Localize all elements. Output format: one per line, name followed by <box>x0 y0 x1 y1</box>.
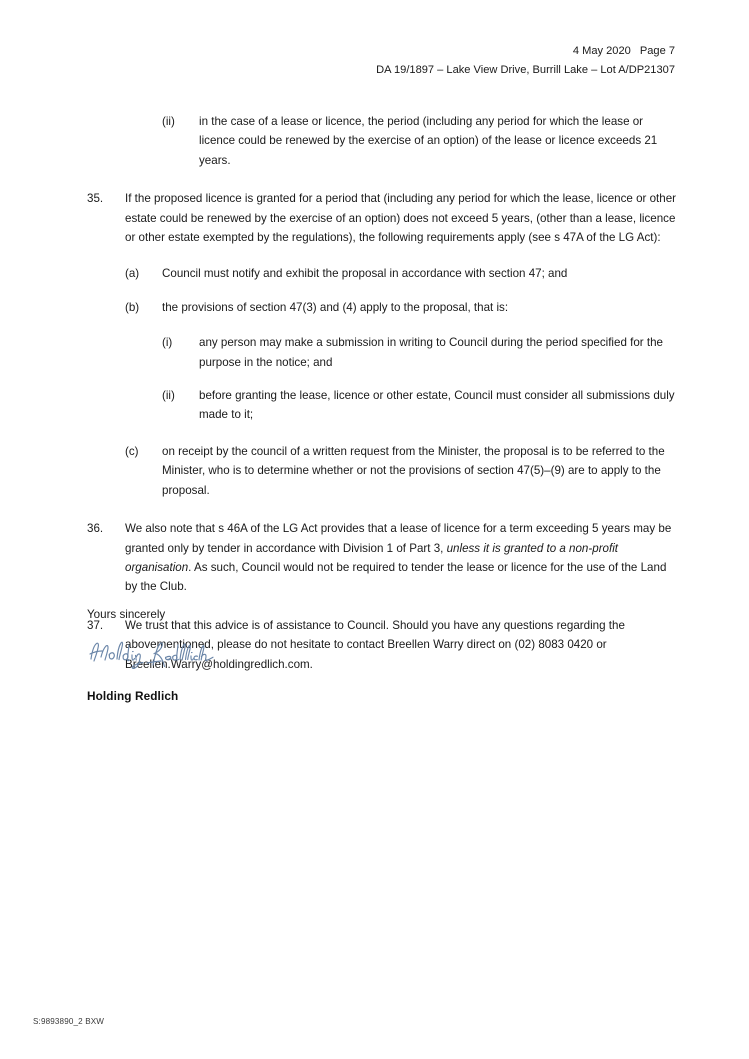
list-item-text: We trust that this advice is of assistance to Council. Should you have any questions regarding the abovementioned, please do not hesitate to contact Breellen Warry direct on (02) 8083 0420 or Breellen.Warry@holdingredlich.com. <box>125 618 625 671</box>
item-36-text-before-italic: We also note that s 46A of the LG Act provides that a lease of licence for a term exceeding 5 years may be granted only by tender in accordance with Division 1 of Part 3, <box>125 522 672 555</box>
list-marker: (i) <box>162 336 173 350</box>
list-marker: (b) <box>125 300 140 314</box>
document-footer <box>33 1016 104 1028</box>
firm-name: Holding Redlich <box>87 689 179 704</box>
list-item-36 <box>87 519 677 597</box>
footer-reference: S:9893890_2 BXW <box>33 1017 105 1026</box>
list-item-b-i <box>162 333 677 372</box>
signature-block <box>87 605 217 707</box>
document-header <box>376 42 675 80</box>
header-page-number: Page 7 <box>639 45 675 57</box>
list-item-text: any person may make a submission in writing to Council during the period specified for the purpose in the notice; and <box>199 336 663 369</box>
list-marker: (c) <box>125 444 139 458</box>
item-36-italic-phrase: unless it is granted to a non-profit organisation <box>125 541 619 574</box>
list-item-ii-top <box>162 112 677 170</box>
list-item-text: the provisions of section 47(3) and (4) apply to the proposal, that is: <box>162 300 509 314</box>
item-36-text-after-italic: . As such, Council would not be required to tender the lease or licence for the use of the Land by the Club. <box>125 560 667 594</box>
list-item-a <box>125 264 677 283</box>
header-matter-line: DA 19/1897 – Lake View Drive, Burrill Lake – Lot A/DP21307 <box>376 64 675 76</box>
list-marker: 37. <box>87 618 104 632</box>
list-marker: (ii) <box>162 389 175 403</box>
document-body <box>87 112 677 688</box>
list-item-text <box>125 519 677 597</box>
list-item-text: If the proposed licence is granted for a period that (including any period for which the lease, licence or other estate could be renewed by the exercise of an option) does not exceed 5 years, (other than a lease, licence or other estate exempted by the regulations), the following requirements apply (see s 47A of the LG Act): <box>125 192 677 245</box>
list-item-35 <box>87 189 677 247</box>
list-marker: 36. <box>87 522 104 536</box>
list-marker: (ii) <box>162 115 175 128</box>
list-item-text: on receipt by the council of a written request from the Minister, the proposal is to be referred to the Minister, who is to determine whether or not the provisions of section 47(5)–(9) are to apply to the proposal. <box>162 444 665 497</box>
list-item-text: Council must notify and exhibit the proposal in accordance with section 47; and <box>162 267 568 281</box>
list-marker: 35. <box>87 192 104 206</box>
list-item-c <box>125 442 677 500</box>
list-item-b-ii <box>162 386 677 425</box>
list-marker: (a) <box>125 267 140 281</box>
list-item-text: in the case of a lease or licence, the period (including any period for which the lease or licence could be renewed by the exercise of an option) of the lease or licence exceeds 21 years. <box>199 115 658 167</box>
list-item-b <box>125 298 677 317</box>
signature-image <box>87 635 217 673</box>
header-date-page-line <box>376 42 675 61</box>
salutation: Yours sincerely <box>87 608 166 621</box>
list-item-text: before granting the lease, licence or other estate, Council must consider all submissions duly made to it; <box>199 389 675 422</box>
header-date: 4 May 2020 <box>572 45 631 57</box>
